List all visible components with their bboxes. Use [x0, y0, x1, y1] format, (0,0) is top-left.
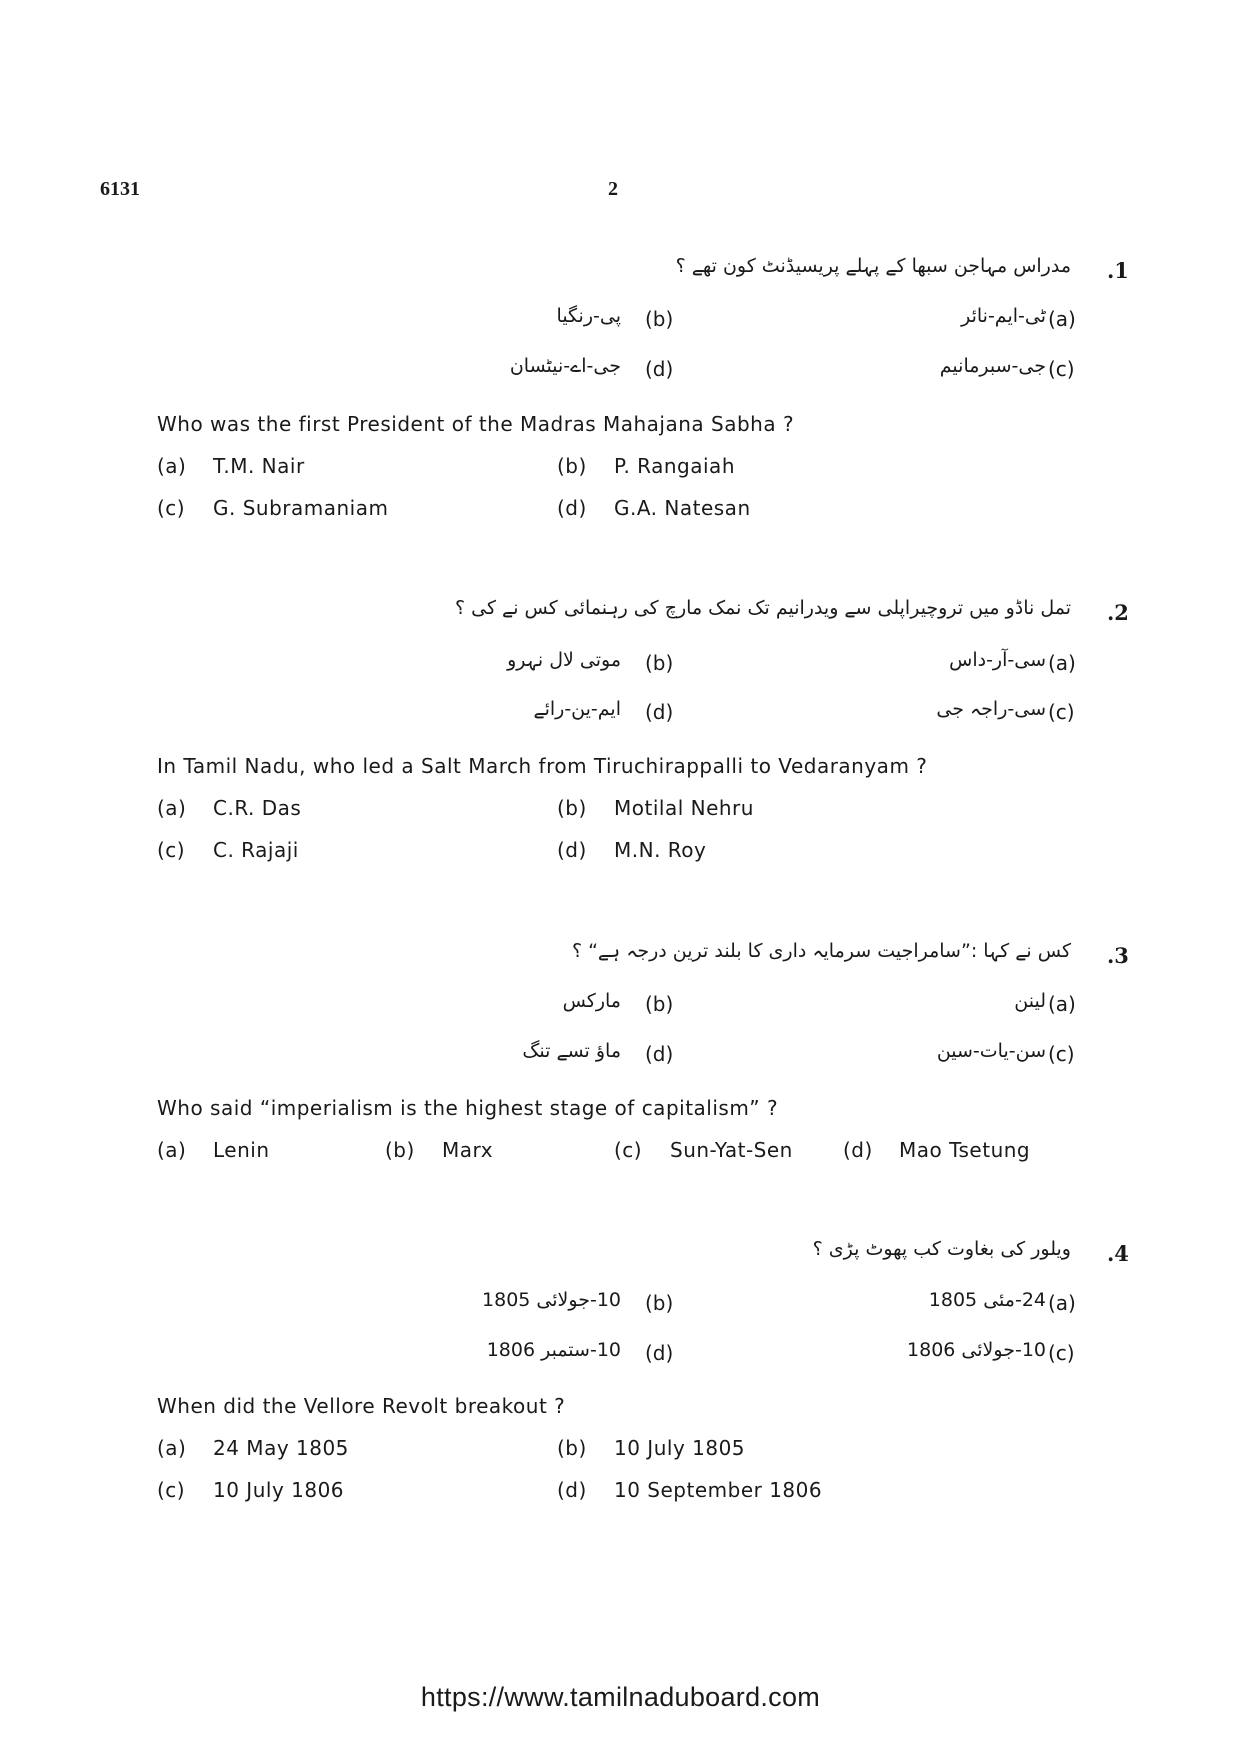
- english-option-a: T.M. Nair: [213, 454, 305, 478]
- english-option-b-label: (b): [557, 796, 587, 820]
- urdu-option-b-label: (b): [645, 651, 674, 675]
- english-option-b-label: (b): [557, 1436, 587, 1460]
- english-question: Who was the first President of the Madras Mahajana Sabha ?: [157, 412, 795, 436]
- urdu-option-a-label: (a): [1048, 307, 1076, 331]
- urdu-option-a-label: (a): [1048, 1291, 1076, 1315]
- english-option-b-label: (b): [385, 1138, 415, 1162]
- english-option-a: C.R. Das: [213, 796, 302, 820]
- urdu-option-a: ٹی-ایم-نائر: [961, 305, 1046, 327]
- english-option-c-label: (c): [157, 496, 186, 520]
- question-number: .3: [1107, 943, 1129, 968]
- urdu-option-b-label: (b): [645, 992, 674, 1016]
- english-option-b: P. Rangaiah: [614, 454, 735, 478]
- english-option-c-label: (c): [157, 1478, 186, 1502]
- urdu-question: ویلور کی بغاوت کب پھوٹ پڑی ؟: [812, 1238, 1071, 1260]
- english-option-b-label: (b): [557, 454, 587, 478]
- urdu-option-a-label: (a): [1048, 651, 1076, 675]
- english-question: Who said “imperialism is the highest stage of capitalism” ?: [157, 1096, 779, 1120]
- urdu-question: کس نے کہا :”سامراجیت سرمایہ داری کا بلند ترین درجہ ہے“ ؟: [571, 940, 1071, 962]
- urdu-option-c-label: (c): [1048, 1042, 1075, 1066]
- urdu-question: مدراس مہاجن سبھا کے پہلے پریسیڈنٹ کون تھے ؟: [675, 255, 1071, 277]
- urdu-option-a: سی-آر-داس: [949, 649, 1046, 671]
- urdu-option-a-label: (a): [1048, 992, 1076, 1016]
- urdu-option-c: جی-سبرمانیم: [939, 355, 1046, 377]
- english-option-d: M.N. Roy: [614, 838, 707, 862]
- urdu-option-d-label: (d): [645, 1341, 674, 1365]
- english-option-c-label: (c): [157, 838, 186, 862]
- english-option-d: Mao Tsetung: [899, 1138, 1031, 1162]
- english-option-c-label: (c): [614, 1138, 643, 1162]
- english-option-c: Sun-Yat-Sen: [670, 1138, 793, 1162]
- english-option-a-label: (a): [157, 1138, 187, 1162]
- urdu-option-c-label: (c): [1048, 700, 1075, 724]
- paper-code: 6131: [100, 178, 140, 200]
- urdu-option-a: 24-مئی 1805: [928, 1289, 1046, 1311]
- urdu-option-c: 10-جولائی 1806: [907, 1339, 1046, 1361]
- english-option-c: C. Rajaji: [213, 838, 299, 862]
- urdu-option-d: ایم-ین-رائے: [533, 698, 621, 720]
- english-option-d: G.A. Natesan: [614, 496, 751, 520]
- question-number: .4: [1107, 1241, 1129, 1266]
- page-number: 2: [608, 178, 618, 200]
- urdu-option-a: لینن: [1014, 990, 1046, 1012]
- english-option-c: 10 July 1806: [213, 1478, 345, 1502]
- footer-url[interactable]: https://www.tamilnaduboard.com: [420, 1682, 821, 1712]
- question-number: .1: [1107, 258, 1129, 283]
- english-option-a-label: (a): [157, 796, 187, 820]
- english-option-a: Lenin: [213, 1138, 270, 1162]
- urdu-option-d-label: (d): [645, 700, 674, 724]
- urdu-option-d-label: (d): [645, 1042, 674, 1066]
- english-option-b: 10 July 1805: [614, 1436, 746, 1460]
- english-option-c: G. Subramaniam: [213, 496, 389, 520]
- english-option-d-label: (d): [843, 1138, 873, 1162]
- english-option-d: 10 September 1806: [614, 1478, 823, 1502]
- english-option-a-label: (a): [157, 1436, 187, 1460]
- urdu-option-b: 10-جولائی 1805: [482, 1289, 621, 1311]
- urdu-option-c: سی-راجہ جی: [936, 698, 1046, 720]
- urdu-option-c-label: (c): [1048, 1341, 1075, 1365]
- urdu-option-d: ماؤ تسے تنگ: [522, 1040, 621, 1062]
- urdu-option-b: پی-رنگیا: [556, 305, 621, 327]
- english-option-d-label: (d): [557, 1478, 587, 1502]
- urdu-option-b: مارکس: [562, 990, 621, 1012]
- english-option-d-label: (d): [557, 838, 587, 862]
- english-question: In Tamil Nadu, who led a Salt March from Tiruchirappalli to Vedaranyam ?: [157, 754, 928, 778]
- urdu-option-d: جی-اے-نیٹسان: [509, 355, 621, 377]
- urdu-option-b-label: (b): [645, 1291, 674, 1315]
- english-option-a: 24 May 1805: [213, 1436, 349, 1460]
- english-option-b: Marx: [442, 1138, 494, 1162]
- urdu-option-d: 10-ستمبر 1806: [486, 1339, 621, 1361]
- urdu-option-d-label: (d): [645, 357, 674, 381]
- english-option-a-label: (a): [157, 454, 187, 478]
- urdu-option-c: سن-یات-سین: [936, 1040, 1046, 1062]
- urdu-option-b-label: (b): [645, 307, 674, 331]
- english-option-d-label: (d): [557, 496, 587, 520]
- english-option-b: Motilal Nehru: [614, 796, 754, 820]
- urdu-question: تمل ناڈو میں تروچیراپلی سے ویدرانیم تک نمک مارچ کی رہنمائی کس نے کی ؟: [455, 597, 1071, 619]
- urdu-option-b: موتی لال نہرو: [507, 649, 621, 671]
- english-question: When did the Vellore Revolt breakout ?: [157, 1394, 566, 1418]
- question-number: .2: [1107, 600, 1129, 625]
- urdu-option-c-label: (c): [1048, 357, 1075, 381]
